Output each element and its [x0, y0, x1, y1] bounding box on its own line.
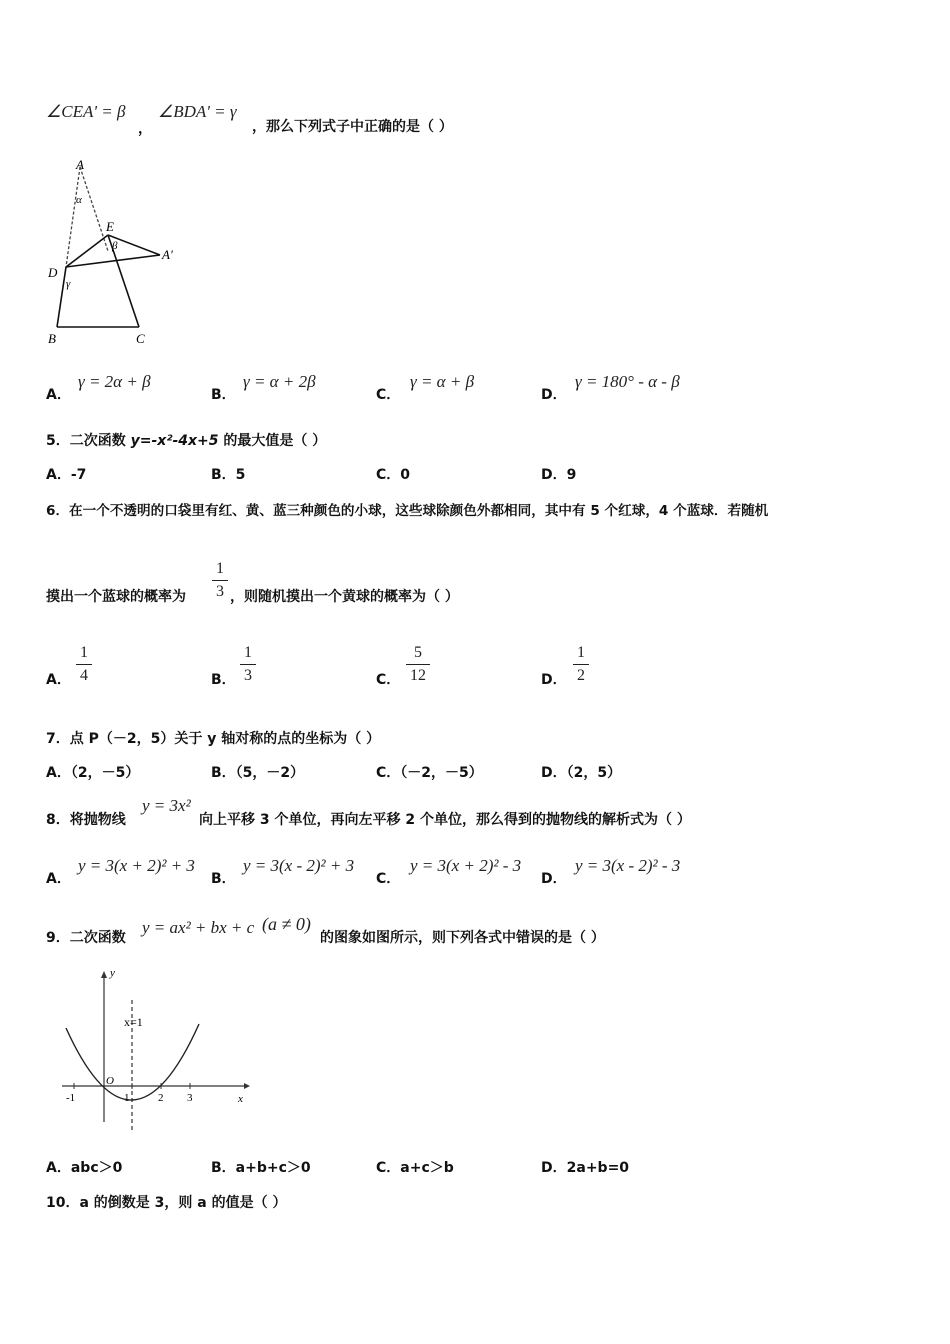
q7-option-d[interactable] [541, 762, 621, 782]
q7-option-b-label: B． [211, 765, 236, 781]
graph-label-y: y [110, 967, 115, 979]
q6-option-a-bar [76, 664, 92, 665]
graph-label-x: x [238, 1093, 243, 1105]
q4-option-c-label[interactable]: C． [376, 387, 401, 403]
q6-option-d-bar [573, 664, 589, 665]
fig-line-AD [66, 167, 80, 267]
q9-expr: y = ax² + bx + c [142, 918, 255, 937]
q8-option-d-expr: y = 3(x - 2)² - 3 [575, 856, 681, 875]
q7-option-a[interactable] [46, 762, 139, 782]
fig-label-C: C [136, 331, 145, 346]
q6-option-c-num: 5 [414, 644, 422, 661]
q6-option-b-num: 1 [244, 644, 252, 661]
q6-option-c-label[interactable]: C． [376, 672, 401, 688]
fig-label-E: E [106, 219, 114, 234]
q5-option-b[interactable] [211, 464, 245, 484]
q7-option-c-value: （－2，－5） [400, 765, 483, 781]
q9-option-d-label: D． [541, 1160, 567, 1176]
q8-option-b-expr: y = 3(x - 2)² + 3 [243, 856, 355, 875]
q5-option-a[interactable] [46, 464, 86, 484]
q7-option-a-label: A． [46, 765, 71, 781]
q9-option-b-label: B． [211, 1160, 236, 1176]
q8-option-c-expr: y = 3(x + 2)² - 3 [410, 856, 522, 875]
q6-line2a: 摸出一个蓝球的概率为 [46, 589, 186, 605]
q6-option-c-bar [406, 664, 430, 665]
q5-option-d-label: D． [541, 467, 567, 483]
q6-option-a-num: 1 [80, 644, 88, 661]
q4-text: ，那么下列式子中正确的是（ ） [252, 119, 453, 135]
q7-option-b[interactable] [211, 762, 304, 782]
q6-line1: 6．在一个不透明的口袋里有红、黄、蓝三种颜色的小球，这些球除颜色外都相同，其中有 5 个红球，4 个蓝球．若随机 [46, 503, 769, 519]
q6-stem-fraction [212, 560, 228, 601]
q9-option-d-value: 2a+b=0 [566, 1160, 630, 1176]
q6-option-a-den: 4 [80, 667, 88, 684]
fig-label-A: A [76, 157, 84, 172]
fig-label-beta: β [112, 240, 118, 252]
graph-label-3: 3 [187, 1092, 193, 1104]
q6-option-d-num: 1 [577, 644, 585, 661]
q4-sep: ， [138, 121, 152, 137]
q9-suffix: 的图象如图所示，则下列各式中错误的是（ ） [320, 930, 605, 946]
q9-option-b[interactable] [211, 1157, 311, 1177]
q5-function: y=-x²-4x+5 [130, 433, 219, 449]
q6-option-a-fraction [76, 644, 92, 685]
graph-label-1: 1 [124, 1092, 130, 1104]
q6-option-a-label[interactable]: A． [46, 672, 71, 688]
q8-option-d-label[interactable]: D． [541, 871, 567, 887]
q6-option-d-label[interactable]: D． [541, 672, 567, 688]
q7-option-c[interactable] [376, 762, 483, 782]
q6-stem-fraction-bar [212, 580, 228, 581]
q6-option-c-den: 12 [410, 667, 426, 684]
fig-label-alpha: α [76, 194, 82, 206]
q9-option-c[interactable] [376, 1157, 454, 1177]
q6-option-b-label[interactable]: B． [211, 672, 236, 688]
graph-label-origin: O [106, 1075, 114, 1087]
q9-option-d[interactable] [541, 1157, 629, 1177]
q6-stem-fraction-den: 3 [216, 583, 224, 600]
q5-prefix: 5．二次函数 [46, 433, 131, 449]
q5-stem [46, 430, 326, 450]
q6-option-d-den: 2 [577, 667, 585, 684]
q8-option-b-label[interactable]: B． [211, 871, 236, 887]
q5-option-b-value: 5 [235, 467, 246, 483]
graph-x-arrow [244, 1083, 250, 1089]
q4-triangle-figure [40, 155, 185, 355]
q9-option-a-value: abc＞0 [70, 1160, 123, 1176]
q4-option-c-expr: γ = α + β [410, 372, 475, 391]
q7-option-c-label: C． [376, 765, 401, 781]
q8-option-a-expr: y = 3(x + 2)² + 3 [78, 856, 195, 875]
q5-option-c-value: 0 [400, 467, 411, 483]
q9-parabola-graph [58, 962, 253, 1134]
q4-option-b-expr: γ = α + 2β [243, 372, 316, 391]
graph-label-2: 2 [158, 1092, 164, 1104]
q6-stem-fraction-num: 1 [216, 560, 224, 577]
q4-option-a-expr: γ = 2α + β [78, 372, 151, 391]
q7-option-d-value: （2，5） [566, 765, 622, 781]
q9-option-a[interactable] [46, 1157, 122, 1177]
q9-option-c-value: a+c＞b [400, 1160, 454, 1176]
fig-label-Aprime: A' [162, 247, 173, 262]
fig-label-B: B [48, 331, 56, 346]
q6-option-c-fraction [406, 644, 430, 685]
fig-label-D: D [48, 265, 58, 280]
q8-expr: y = 3x² [142, 796, 191, 815]
q4-option-d-expr: γ = 180° - α - β [575, 372, 680, 391]
q7-option-d-label: D． [541, 765, 567, 781]
q6-option-b-fraction [240, 644, 256, 685]
q10-stem: 10．a 的倒数是 3，则 a 的值是（ ） [46, 1195, 287, 1211]
q8-option-c-label[interactable]: C． [376, 871, 401, 887]
q5-option-d[interactable] [541, 464, 576, 484]
q8-option-a-label[interactable]: A． [46, 871, 71, 887]
q5-suffix: 的最大值是（ ） [218, 433, 327, 449]
q7-option-a-value: （2，－5） [70, 765, 140, 781]
q6-option-b-den: 3 [244, 667, 252, 684]
q6-line2b: ，则随机摸出一个黄球的概率为（ ） [230, 589, 459, 605]
q9-option-c-label: C． [376, 1160, 401, 1176]
q6-option-b-bar [240, 664, 256, 665]
fig-label-gamma: γ [66, 278, 71, 290]
q9-condition: (a ≠ 0) [262, 914, 311, 934]
q4-option-a-label[interactable]: A． [46, 387, 71, 403]
q4-cond2: ∠BDA' = γ [158, 102, 237, 121]
q5-option-a-label: A． [46, 467, 71, 483]
q9-option-b-value: a+b+c＞0 [235, 1160, 311, 1176]
q5-option-b-label: B． [211, 467, 236, 483]
q4-cond1: ∠CEA' = β [46, 102, 126, 121]
graph-y-arrow [101, 971, 107, 978]
graph-label-m1: -1 [66, 1092, 76, 1104]
q6-option-d-fraction [573, 644, 589, 685]
q4-option-b-label[interactable]: B． [211, 387, 236, 403]
q9-option-a-label: A． [46, 1160, 71, 1176]
q8-prefix: 8．将抛物线 [46, 812, 126, 828]
q4-option-d-label[interactable]: D． [541, 387, 567, 403]
q7-option-b-value: （5，－2） [235, 765, 305, 781]
q5-option-c-label: C． [376, 467, 401, 483]
q9-prefix: 9．二次函数 [46, 930, 126, 946]
q5-option-c[interactable] [376, 464, 410, 484]
graph-label-axis: x=1 [124, 1015, 143, 1029]
q5-option-d-value: 9 [566, 467, 577, 483]
q8-suffix: 向上平移 3 个单位，再向左平移 2 个单位，那么得到的抛物线的解析式为（ ） [199, 812, 691, 828]
q7-stem: 7．点 P（－2，5）关于 y 轴对称的点的坐标为（ ） [46, 731, 381, 747]
fig-line-BD [57, 267, 66, 327]
q5-option-a-value: -7 [70, 467, 87, 483]
